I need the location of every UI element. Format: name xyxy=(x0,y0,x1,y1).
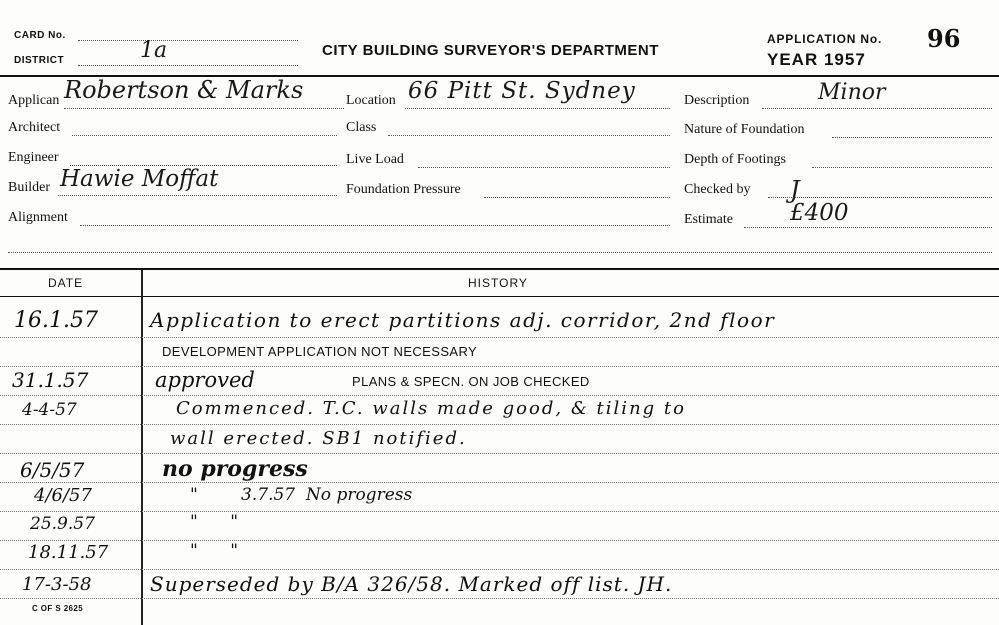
class-label: Class xyxy=(346,120,377,135)
foundation-pressure-label: Foundation Pressure xyxy=(346,182,461,197)
history-stamp: DEVELOPMENT APPLICATION NOT NECESSARY xyxy=(162,344,478,359)
checked-by-label: Checked by xyxy=(684,182,751,197)
extra-line xyxy=(8,252,992,253)
applicant-line xyxy=(64,108,344,109)
table-top-rule xyxy=(0,268,999,270)
history-entry: Superseded by B/A 326/58. Marked off list. JH. xyxy=(150,572,673,596)
live-load-line xyxy=(418,167,670,168)
checked-by-value: J xyxy=(790,176,800,204)
history-entry: " " xyxy=(190,512,239,532)
description-value: Minor xyxy=(818,80,886,105)
application-no-label: APPLICATION No. xyxy=(767,32,883,46)
application-no-value: 96 xyxy=(927,24,961,53)
history-entry: " 3.7.57 No progress xyxy=(190,485,413,505)
live-load-label: Live Load xyxy=(346,152,404,167)
builder-value: Hawie Moffat xyxy=(60,166,219,192)
nature-label: Nature of Foundation xyxy=(684,122,805,137)
district-value: 1a xyxy=(140,38,168,63)
table-header-rule xyxy=(0,296,999,297)
history-date: 25.9.57 xyxy=(30,514,95,534)
history-date: 4-4-57 xyxy=(22,400,77,420)
estimate-label: Estimate xyxy=(684,212,733,227)
district-line xyxy=(78,65,298,66)
history-column-header: HISTORY xyxy=(468,276,528,290)
row-line xyxy=(0,540,999,541)
form-code: C OF S 2625 xyxy=(32,604,84,613)
history-date: 6/5/57 xyxy=(20,458,85,482)
history-date: 4/6/57 xyxy=(34,485,92,506)
row-line xyxy=(0,395,999,396)
district-label: DISTRICT xyxy=(14,55,65,66)
depth-line xyxy=(812,167,992,168)
checked-by-line xyxy=(768,197,992,198)
row-line xyxy=(0,569,999,570)
history-date: 17-3-58 xyxy=(22,574,92,595)
history-date: 31.1.57 xyxy=(12,368,89,392)
row-line xyxy=(0,482,999,483)
history-entry: no progress xyxy=(162,456,308,482)
row-line xyxy=(0,453,999,454)
location-line xyxy=(405,108,670,109)
row-line xyxy=(0,424,999,425)
builder-line xyxy=(58,195,337,196)
year-label: YEAR 1957 xyxy=(767,50,866,69)
row-line xyxy=(0,366,999,367)
row-line xyxy=(0,511,999,512)
date-column-divider xyxy=(141,270,143,625)
foundation-pressure-line xyxy=(484,197,670,198)
depth-label: Depth of Footings xyxy=(684,152,786,167)
estimate-line xyxy=(744,227,992,228)
history-date: 18.11.57 xyxy=(28,542,109,563)
history-date: 16.1.57 xyxy=(14,308,98,333)
class-line xyxy=(388,135,670,136)
date-column-header: DATE xyxy=(48,276,84,290)
history-stamp: PLANS & SPECN. ON JOB CHECKED xyxy=(352,374,590,389)
estimate-value: £400 xyxy=(790,200,849,226)
department-title: CITY BUILDING SURVEYOR'S DEPARTMENT xyxy=(322,42,659,59)
location-label: Location xyxy=(346,93,396,108)
description-line xyxy=(762,108,992,109)
card-no-label: CARD No. xyxy=(14,30,66,41)
architect-label: Architect xyxy=(8,120,61,135)
history-entry: Application to erect partitions adj. corridor, 2nd floor xyxy=(150,308,776,332)
location-value: 66 Pitt St. Sydney xyxy=(408,78,636,104)
alignment-label: Alignment xyxy=(8,210,68,225)
architect-line xyxy=(72,135,337,136)
builder-label: Builder xyxy=(8,180,50,195)
history-entry: Commenced. T.C. walls made good, & tiling to xyxy=(176,398,686,419)
history-entry: approved xyxy=(155,368,255,392)
applicant-label: Applican xyxy=(8,93,60,108)
alignment-line xyxy=(80,225,670,226)
nature-line xyxy=(832,137,992,138)
card-no-line xyxy=(78,40,298,41)
engineer-label: Engineer xyxy=(8,150,59,165)
description-label: Description xyxy=(684,93,750,108)
applicant-value: Robertson & Marks xyxy=(64,76,304,104)
row-line xyxy=(0,337,999,338)
history-entry: " " xyxy=(190,541,239,561)
history-entry: wall erected. SB1 notified. xyxy=(170,428,467,449)
row-line xyxy=(0,598,999,599)
